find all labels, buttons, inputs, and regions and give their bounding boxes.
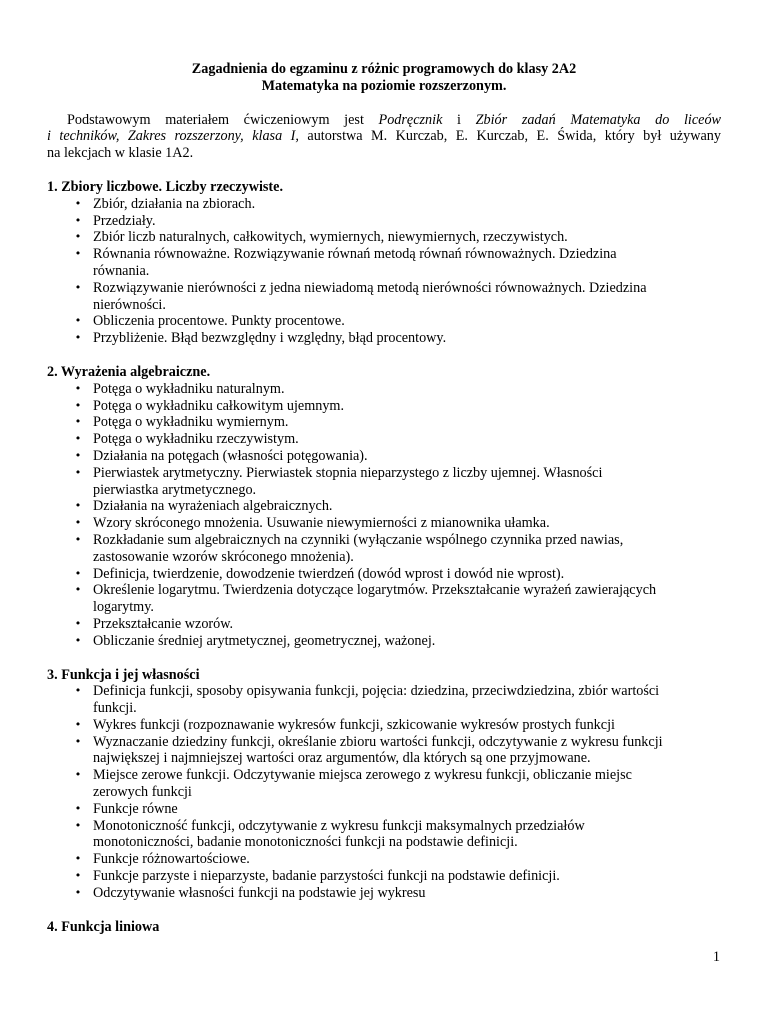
list-item-text: Wykres funkcji (rozpoznawanie wykresów funkcji, szkicowanie wykresów prostych funkcji xyxy=(93,716,615,733)
intro-line-2 xyxy=(47,128,721,145)
section-heading: 3. Funkcja i jej własności xyxy=(47,666,200,683)
intro-line-1 xyxy=(47,112,721,129)
list-item-text: Zbiór liczb naturalnych, całkowitych, wymiernych, niewymiernych, rzeczywistych. xyxy=(93,229,568,246)
list-item xyxy=(47,465,721,499)
list-item-text: Potęga o wykładniku rzeczywistym. xyxy=(93,431,299,448)
bullet-icon: • xyxy=(74,869,82,883)
bullet-icon: • xyxy=(74,566,82,580)
list-item-text: nierówności. xyxy=(93,296,166,313)
bullet-icon: • xyxy=(74,768,82,782)
list-item xyxy=(47,633,721,650)
bullet-icon: • xyxy=(74,432,82,446)
list-item-text: Definicja, twierdzenie, dowodzenie twierdzeń (dowód wprost i dowód nie wprost). xyxy=(93,565,565,582)
intro-book-title: Zbiór zadań Matematyka do liceów xyxy=(475,111,721,128)
list-item-text: Miejsce zerowe funkcji. Odczytywanie miejsca zerowego z wykresu funkcji, obliczanie miejsc xyxy=(93,767,632,784)
list-item-text: Funkcje różnowartościowe. xyxy=(93,851,250,868)
list-item xyxy=(47,851,721,868)
list-item-text: Definicja funkcji, sposoby opisywania funkcji, pojęcia: dziedzina, przeciwdziedzina, zbiór wartości xyxy=(93,683,660,700)
bullet-icon: • xyxy=(74,801,82,815)
list-item-text: Wyznaczanie dziedziny funkcji, określanie zbioru wartości funkcji, odczytywanie z wykresu funkcji xyxy=(93,733,663,750)
list-item-text: Działania na potęgach (własności potęgowania). xyxy=(93,447,368,464)
topic-list xyxy=(47,381,721,650)
intro-line-3: na lekcjach w klasie 1A2. xyxy=(47,145,194,162)
intro-book-title: i techników, Zakres rozszerzony, klasa I, xyxy=(47,128,299,145)
list-item xyxy=(47,582,721,616)
list-item xyxy=(47,246,721,280)
section-2 xyxy=(47,364,721,650)
bullet-icon: • xyxy=(74,213,82,227)
bullet-icon: • xyxy=(74,196,82,210)
bullet-icon: • xyxy=(74,885,82,899)
list-item-text: monotoniczności, badanie monotoniczności funkcji na podstawie definicji. xyxy=(93,834,518,851)
intro-book-title: Podręcznik xyxy=(378,111,443,128)
list-item-text: Rozwiązywanie nierówności z jedna niewiadomą metodą nierówności równoważnych. Dziedzina xyxy=(93,279,647,296)
list-item-text: Działania na wyrażeniach algebraicznych. xyxy=(93,498,333,515)
list-item xyxy=(47,818,721,852)
list-item-text: Określenie logarytmu. Twierdzenia dotyczące logarytmów. Przekształcanie wyrażeń zawierających xyxy=(93,582,657,599)
list-item-text: Równania równoważne. Rozwiązywanie równań metodą równań równoważnych. Dziedzina xyxy=(93,246,617,263)
list-item xyxy=(47,801,721,818)
intro-paragraph xyxy=(47,112,721,162)
bullet-icon: • xyxy=(74,331,82,345)
list-item xyxy=(47,868,721,885)
section-heading: 4. Funkcja liniowa xyxy=(47,918,160,935)
list-item-text: Wzory skróconego mnożenia. Usuwanie niewymierności z mianownika ułamka. xyxy=(93,515,550,532)
list-item-text: Odczytywanie własności funkcji na podstawie jej wykresu xyxy=(93,884,426,901)
bullet-icon: • xyxy=(74,532,82,546)
bullet-icon: • xyxy=(74,684,82,698)
list-item-text: Pierwiastek arytmetyczny. Pierwiastek stopnia nieparzystego z liczby ujemnej. Własności xyxy=(93,464,603,481)
bullet-icon: • xyxy=(74,247,82,261)
bullet-icon: • xyxy=(74,734,82,748)
document-title-line-2: Matematyka na poziomie rozszerzonym. xyxy=(261,77,507,94)
list-item xyxy=(47,313,721,330)
list-item-text: Przekształcanie wzorów. xyxy=(93,615,234,632)
list-item-text: Obliczanie średniej arytmetycznej, geometrycznej, ważonej. xyxy=(93,632,436,649)
section-1 xyxy=(47,179,721,347)
document-page xyxy=(47,61,721,935)
list-item-text: zastosowanie wzorów skróconego mnożenia). xyxy=(93,548,354,565)
list-item xyxy=(47,280,721,314)
bullet-icon: • xyxy=(74,398,82,412)
list-item-text: pierwiastka arytmetycznego. xyxy=(93,481,257,498)
list-item-text: Obliczenia procentowe. Punkty procentowe. xyxy=(93,313,345,330)
bullet-icon: • xyxy=(74,583,82,597)
intro-text: i xyxy=(442,111,476,128)
list-item xyxy=(47,196,721,213)
list-item-text: Zbiór, działania na zbiorach. xyxy=(93,195,256,212)
list-item xyxy=(47,532,721,566)
list-item xyxy=(47,717,721,734)
section-4 xyxy=(47,919,721,936)
bullet-icon: • xyxy=(74,499,82,513)
list-item-text: Potęga o wykładniku naturalnym. xyxy=(93,380,285,397)
bullet-icon: • xyxy=(74,448,82,462)
list-item xyxy=(47,498,721,515)
list-item xyxy=(47,566,721,583)
list-item-text: Potęga o wykładniku wymiernym. xyxy=(93,414,289,431)
list-item-text: Funkcje równe xyxy=(93,800,178,817)
bullet-icon: • xyxy=(74,516,82,530)
list-item-text: funkcji. xyxy=(93,700,137,717)
section-heading: 1. Zbiory liczbowe. Liczby rzeczywiste. xyxy=(47,178,283,195)
list-item xyxy=(47,767,721,801)
sections-container xyxy=(47,179,721,935)
topic-list xyxy=(47,683,721,901)
bullet-icon: • xyxy=(74,415,82,429)
list-item xyxy=(47,398,721,415)
bullet-icon: • xyxy=(74,852,82,866)
bullet-icon: • xyxy=(74,818,82,832)
list-item xyxy=(47,885,721,902)
list-item-text: Monotoniczność funkcji, odczytywanie z wykresu funkcji maksymalnych przedziałów xyxy=(93,817,585,834)
list-item xyxy=(47,213,721,230)
list-item xyxy=(47,431,721,448)
list-item-text: równania. xyxy=(93,262,150,279)
list-item xyxy=(47,616,721,633)
list-item xyxy=(47,414,721,431)
list-item-text: logarytmy. xyxy=(93,599,154,616)
list-item xyxy=(47,448,721,465)
list-item-text: Przedziały. xyxy=(93,212,156,229)
list-item-text: Potęga o wykładniku całkowitym ujemnym. xyxy=(93,397,345,414)
topic-list xyxy=(47,196,721,347)
intro-text: autorstwa M. Kurczab, E. Kurczab, E. Świda, który był używany xyxy=(298,128,721,145)
bullet-icon: • xyxy=(74,717,82,731)
bullet-icon: • xyxy=(74,230,82,244)
list-item xyxy=(47,381,721,398)
section-heading: 2. Wyrażenia algebraiczne. xyxy=(47,363,211,380)
page-number: 1 xyxy=(712,949,720,965)
list-item xyxy=(47,734,721,768)
list-item-text: Rozkładanie sum algebraicznych na czynniki (wyłączanie wspólnego czynnika przed nawias, xyxy=(93,531,624,548)
list-item-text: największej i najmniejszej wartości oraz argumentów, dla których są one przyjmowane. xyxy=(93,750,591,767)
list-item xyxy=(47,330,721,347)
bullet-icon: • xyxy=(74,314,82,328)
bullet-icon: • xyxy=(74,280,82,294)
bullet-icon: • xyxy=(74,616,82,630)
list-item xyxy=(47,515,721,532)
bullet-icon: • xyxy=(74,465,82,479)
list-item-text: Funkcje parzyste i nieparzyste, badanie parzystości funkcji na podstawie definicji. xyxy=(93,868,560,885)
list-item-text: zerowych funkcji xyxy=(93,784,192,801)
bullet-icon: • xyxy=(74,381,82,395)
bullet-icon: • xyxy=(74,633,82,647)
list-item xyxy=(47,683,721,717)
section-3 xyxy=(47,667,721,902)
list-item xyxy=(47,229,721,246)
intro-text: Podstawowym materiałem ćwiczeniowym jest xyxy=(67,111,379,128)
document-title-line-1: Zagadnienia do egzaminu z różnic programowych do klasy 2A2 xyxy=(191,61,577,77)
list-item-text: Przybliżenie. Błąd bezwzględny i względny, błąd procentowy. xyxy=(93,330,447,347)
